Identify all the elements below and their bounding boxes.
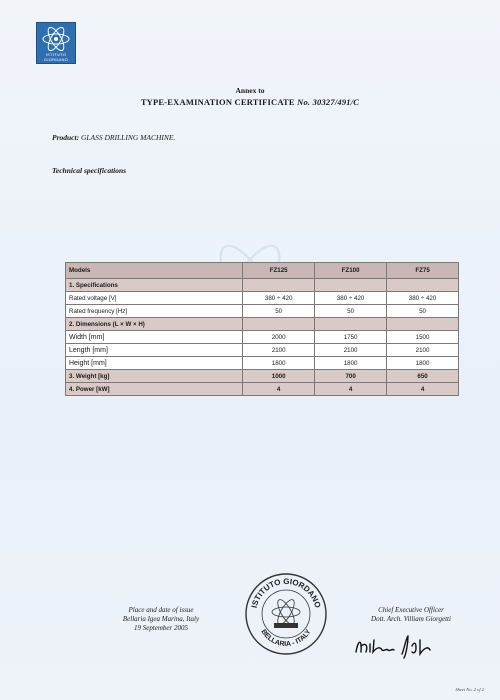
row-label: 4. Power [kW] (66, 383, 243, 396)
row-value: 4 (387, 383, 459, 396)
row-value: 380 ÷ 420 (315, 292, 387, 305)
table-section-row (66, 318, 459, 331)
row-value (243, 279, 315, 292)
row-value (387, 318, 459, 331)
row-value: 1800 (243, 357, 315, 370)
table-row (66, 292, 459, 305)
table-header-row (66, 263, 459, 279)
issue-place: Bellaria Igea Marina, Italy (122, 615, 200, 623)
row-value: 380 ÷ 420 (387, 292, 459, 305)
signatory-name: Dott. Arch. Villiam Giorgetti (371, 615, 451, 623)
row-label: Width [mm] (66, 331, 243, 344)
row-value: 1750 (315, 331, 387, 344)
certificate-title (0, 97, 500, 107)
product-line (52, 133, 175, 142)
issue-date: 19 September 2005 (133, 624, 189, 632)
header-fz125: FZ125 (243, 263, 315, 279)
row-value (387, 279, 459, 292)
row-label: 2. Dimensions (L × W × H) (66, 318, 243, 331)
issue-block (86, 606, 236, 633)
certificate-title-text: TYPE-EXAMINATION CERTIFICATE (140, 97, 295, 107)
table-section-row (66, 383, 459, 396)
issue-label: Place and date of issue (128, 606, 194, 614)
row-label: 3. Weight [kg] (66, 370, 243, 383)
row-value (243, 318, 315, 331)
row-label: Rated frequency [Hz] (66, 305, 243, 318)
row-value: 50 (387, 305, 459, 318)
row-value: 700 (315, 370, 387, 383)
table-row (66, 357, 459, 370)
row-value (315, 318, 387, 331)
row-value: 1500 (387, 331, 459, 344)
row-value: 1000 (243, 370, 315, 383)
table-row (66, 305, 459, 318)
stamp-atom-icon (272, 597, 300, 626)
logo-text: ISTITUTO GIORDANO (43, 52, 69, 62)
row-value (315, 279, 387, 292)
table-row (66, 344, 459, 357)
row-value: 1800 (387, 357, 459, 370)
row-value: 4 (243, 383, 315, 396)
row-label: Height [mm] (66, 357, 243, 370)
row-label: 1. Specifications (66, 279, 243, 292)
row-value: 650 (387, 370, 459, 383)
table-section-row (66, 279, 459, 292)
header-models: Models (66, 263, 243, 279)
handwritten-signature (352, 632, 462, 660)
annex-label: Annex to (235, 86, 265, 95)
signatory-block (346, 606, 476, 624)
product-label: Product: (52, 133, 80, 142)
technical-specifications-heading: Technical specifications (52, 166, 127, 175)
header-fz75: FZ75 (387, 263, 459, 279)
stamp-bottom-text: BELLARIA - ITALY (259, 628, 313, 649)
row-value: 2100 (315, 344, 387, 357)
atom-icon (37, 23, 75, 55)
official-stamp (244, 572, 328, 656)
row-value: 2000 (243, 331, 315, 344)
table-body (66, 279, 459, 396)
row-value: 50 (243, 305, 315, 318)
header-fz100: FZ100 (315, 263, 387, 279)
product-value: GLASS DRILLING MACHINE. (80, 133, 176, 142)
istituto-giordano-logo (36, 22, 76, 64)
table-row (66, 331, 459, 344)
row-value: 1800 (315, 357, 387, 370)
table-section-row (66, 370, 459, 383)
sheet-number: Sheet No. 2 of 2 (455, 687, 484, 692)
row-value: 2100 (243, 344, 315, 357)
row-value: 2100 (387, 344, 459, 357)
row-label: Rated voltage [V] (66, 292, 243, 305)
specifications-table (65, 262, 459, 396)
row-label: Length [mm] (66, 344, 243, 357)
row-value: 380 ÷ 420 (243, 292, 315, 305)
signatory-title: Chief Executive Officer (378, 606, 444, 614)
svg-text:ISTITUTO GIORDANO (250, 577, 323, 609)
row-value: 4 (315, 383, 387, 396)
row-value: 50 (315, 305, 387, 318)
stamp-top-text: ISTITUTO GIORDANO (249, 576, 323, 609)
certificate-number: No. 30327/491/C (297, 97, 360, 107)
